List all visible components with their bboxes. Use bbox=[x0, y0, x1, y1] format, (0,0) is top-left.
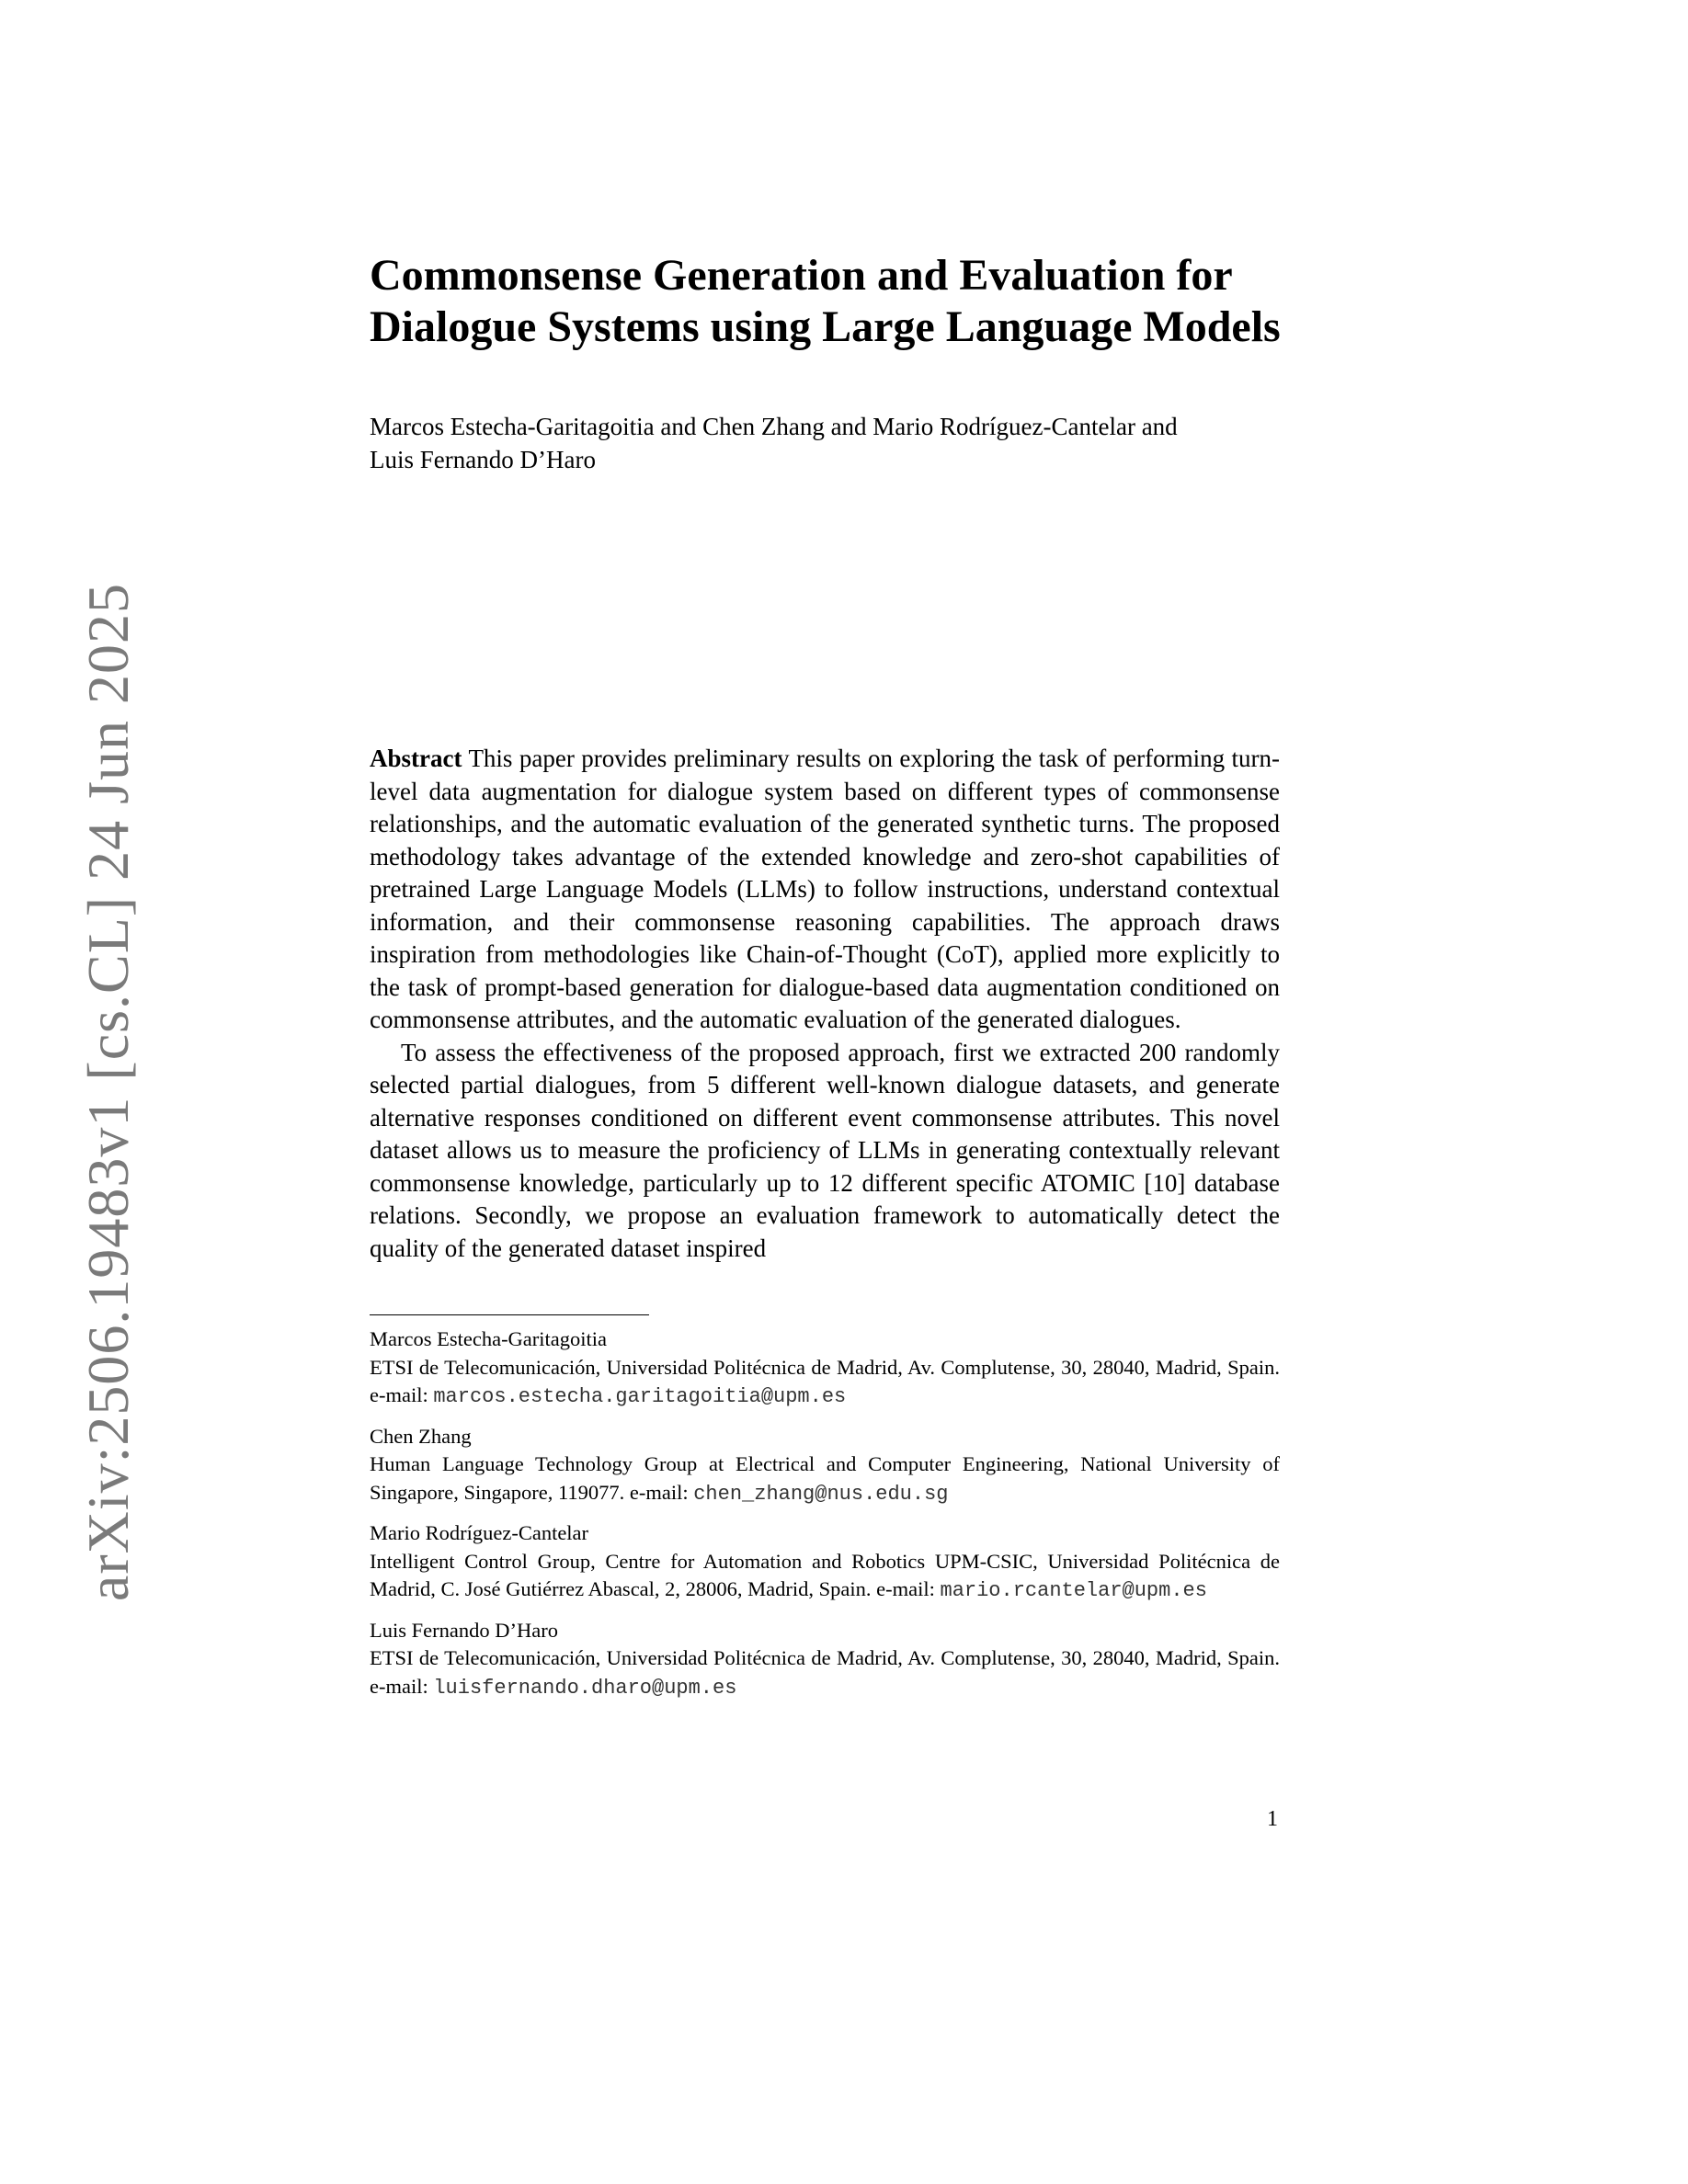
affiliation-email[interactable]: chen_zhang@nus.edu.sg bbox=[693, 1482, 949, 1506]
affiliation-block bbox=[370, 1423, 1280, 1509]
page-number: 1 bbox=[1267, 1807, 1278, 1831]
affiliation-address: ETSI de Telecomunicación, Universidad Politécnica de Madrid, Av. Complutense, 30, 28040, Madrid, Spain. e-mail: bbox=[370, 1646, 1280, 1698]
affiliation-block bbox=[370, 1617, 1280, 1703]
paper-title-line-1: Commonsense Generation and Evaluation for bbox=[370, 251, 1233, 300]
abstract-label: Abstract bbox=[370, 745, 462, 772]
affiliation-author-name: Luis Fernando D’Haro bbox=[370, 1618, 558, 1642]
affiliation-email[interactable]: mario.rcantelar@upm.es bbox=[940, 1579, 1207, 1602]
affiliation-block bbox=[370, 1519, 1280, 1606]
affiliation-email[interactable]: marcos.estecha.garitagoitia@upm.es bbox=[433, 1385, 847, 1408]
affiliation-address: Human Language Technology Group at Electrical and Computer Engineering, National University of Singapore, Singapore, 119077. e-mail: bbox=[370, 1452, 1280, 1504]
author-affiliations bbox=[370, 1325, 1280, 1713]
affiliation-address: Intelligent Control Group, Centre for Automation and Robotics UPM-CSIC, Universidad Politécnica de Madrid, C. José Gutiérrez Abascal, 2, 28006, Madrid, Spain. e-mail: bbox=[370, 1549, 1280, 1600]
arxiv-identifier-stamp: arXiv:2506.19483v1 [cs.CL] 24 Jun 2025 bbox=[75, 582, 141, 1602]
affiliation-address: ETSI de Telecomunicación, Universidad Politécnica de Madrid, Av. Complutense, 30, 28040, Madrid, Spain. e-mail: bbox=[370, 1355, 1280, 1406]
affiliation-details bbox=[370, 1548, 1280, 1606]
paper-title bbox=[370, 250, 1289, 353]
author-list-line-2: Luis Fernando D’Haro bbox=[370, 446, 596, 473]
abstract-paragraph-2: To assess the effectiveness of the proposed approach, first we extracted 200 randomly selected partial dialogues, from 5 different well-known dialogue datasets, and generate alternative responses conditioned on different event commonsense attributes. This novel dataset allows us to measure the proficiency of LLMs in generating contextually relevant commonsense knowledge, particularly up to 12 different specific ATOMIC [10] database relations. Secondly, we propose an evaluation framework to automatically detect the quality of the generated dataset inspired bbox=[370, 1038, 1280, 1262]
affiliation-author-name: Chen Zhang bbox=[370, 1424, 472, 1448]
affiliation-email[interactable]: luisfernando.dharo@upm.es bbox=[433, 1676, 737, 1700]
author-list-line-1: Marcos Estecha-Garitagoitia and Chen Zhang and Mario Rodríguez-Cantelar and bbox=[370, 413, 1178, 440]
paper-title-line-2: Dialogue Systems using Large Language Models bbox=[370, 302, 1281, 351]
footnote-divider bbox=[370, 1314, 649, 1315]
abstract-section bbox=[370, 743, 1280, 1265]
abstract-paragraph-1 bbox=[370, 743, 1280, 1037]
affiliation-author-name: Marcos Estecha-Garitagoitia bbox=[370, 1327, 608, 1350]
affiliation-details bbox=[370, 1450, 1280, 1508]
affiliation-details bbox=[370, 1354, 1280, 1412]
affiliation-block bbox=[370, 1325, 1280, 1412]
affiliation-details bbox=[370, 1644, 1280, 1702]
affiliation-author-name: Mario Rodríguez-Cantelar bbox=[370, 1521, 589, 1544]
abstract-paragraph-1-text: This paper provides preliminary results on exploring the task of performing turn-level data augmentation for dialogue system based on different types of commonsense relationships, and the automatic evaluation of the generated synthetic turns. The proposed methodology takes advantage of the extended knowledge and zero-shot capabilities of pretrained Large Language Models (LLMs) to follow instructions, understand contextual information, and their commonsense reasoning capabilities. The approach draws inspiration from methodologies like Chain-of-Thought (CoT), applied more explicitly to the task of prompt-based generation for dialogue-based data augmentation conditioned on commonsense attributes, and the automatic evaluation of the generated dialogues. bbox=[370, 745, 1280, 1033]
author-list bbox=[370, 410, 1289, 476]
